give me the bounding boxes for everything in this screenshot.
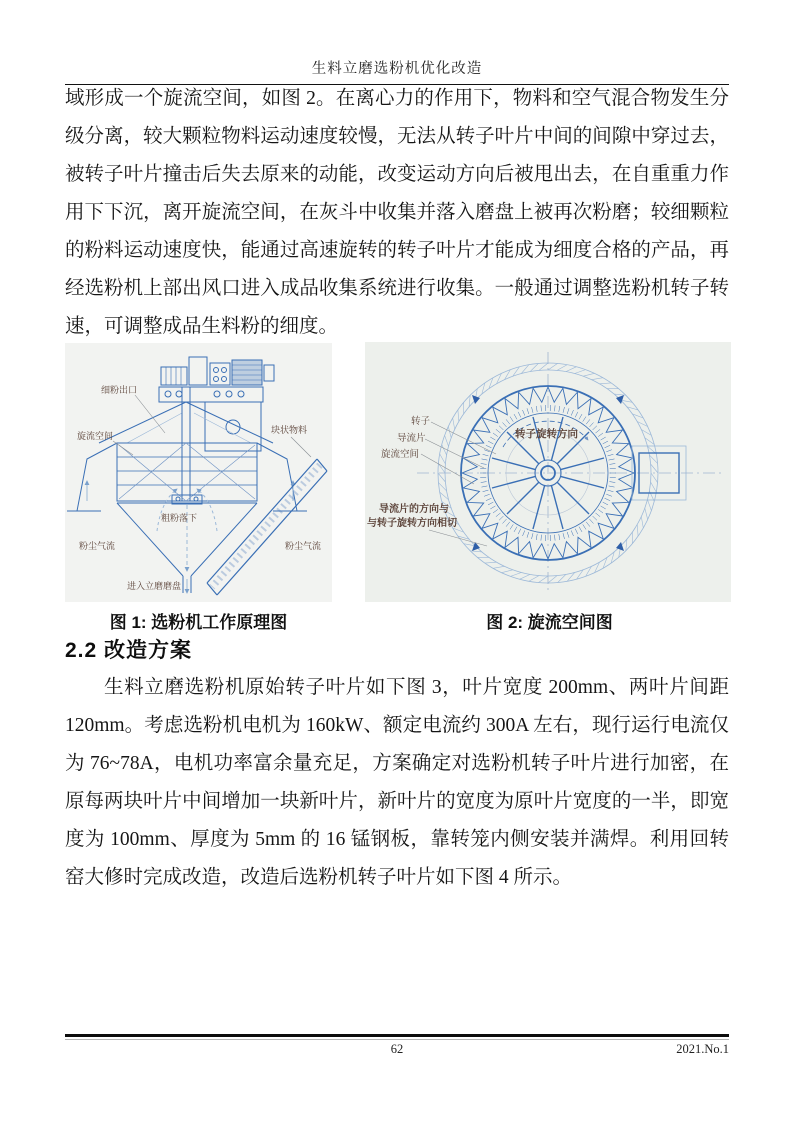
journal-header-title: 生料立磨选粉机优化改造 — [311, 61, 483, 77]
fig2-label-rotor: 转子 — [411, 416, 431, 427]
footer-rule-thick — [65, 1034, 729, 1037]
fig1-label-dust-airflow-left: 粉尘气流 — [79, 541, 116, 551]
fig2-note-tangent-line2: 与转子旋转方向相切 — [367, 518, 457, 529]
fig1-label-swirl-space: 旋流空间 — [77, 431, 114, 441]
body-paragraph-1: 域形成一个旋流空间，如图 2。在离心力的作用下，物料和空气混合物发生分级分离，较大颗粒物料运动速度较慢，无法从转子叶片中间的间隙中穿过去，被转子叶片撞击后失去原来的动能，改变运动方向后被甩出去，在自重重力作用下下沉，离开旋流空间，在灰斗中收集并落入磨盘上被再次粉磨；较细颗粒的粉料运动速度快，能通过高速旋转的转子叶片才能成为细度合格的产品，再经选粉机上部出风口进入成品收集系统进行收集。一般通过调整选粉机转子转速，可调整成品生料粉的细度。 — [65, 88, 729, 337]
footer-issue-label: 2021.No.1 — [676, 1042, 729, 1056]
footer — [65, 1042, 729, 1060]
section-heading-2-2: 2.2 改造方案 — [65, 639, 193, 662]
fig1-label-fine-powder-outlet: 细粉出口 — [101, 385, 138, 395]
fig2-label-rotation-direction: 转子旋转方向 — [515, 428, 578, 440]
fig1-label-lump-material: 块状物料 — [271, 425, 308, 435]
body-paragraph-2: 生料立磨选粉机原始转子叶片如下图 3，叶片宽度 200mm、两叶片间距 120mm。考虑选粉机电机为 160kW、额定电流约 300A 左右，现行运行电流仅为 76~78A，电机功率富余量充足，方案确定对选粉机转子叶片进行加密，在原每两块叶片中间增加一块新叶片，新叶片的宽度为原叶片宽度的一半，即宽度为 100mm、厚度为 5mm 的 16 锰钢板，靠转笼内侧安装并满焊。利用回转窑大修时完成改造，改造后选粉机转子叶片如下图 4 所示。 — [65, 677, 729, 888]
fig1-label-coarse-powder-falls: 粗粉落下 — [161, 513, 198, 523]
fig2-note-tangent-line1: 导流片的方向与 — [379, 504, 449, 515]
fig2-label-swirl-space: 旋流空间 — [381, 449, 420, 460]
figure2-caption: 图 2: 旋流空间图 — [486, 613, 613, 632]
figure1-separator-principle-diagram — [65, 343, 332, 602]
fig1-label-enter-mill-table: 进入立磨磨盘 — [127, 581, 182, 591]
fig1-label-dust-airflow-right: 粉尘气流 — [285, 541, 322, 551]
figure2-drawing — [365, 342, 731, 602]
footer-page-number: 62 — [390, 1042, 404, 1056]
figure1-background — [65, 343, 332, 602]
footer-rule-thin — [65, 1039, 729, 1040]
figure1-drawing — [65, 343, 332, 602]
figure2-swirl-space-diagram — [365, 342, 731, 602]
figure1-caption: 图 1: 选粉机工作原理图 — [109, 613, 288, 632]
fig2-label-guide-vane: 导流片 — [397, 433, 426, 444]
